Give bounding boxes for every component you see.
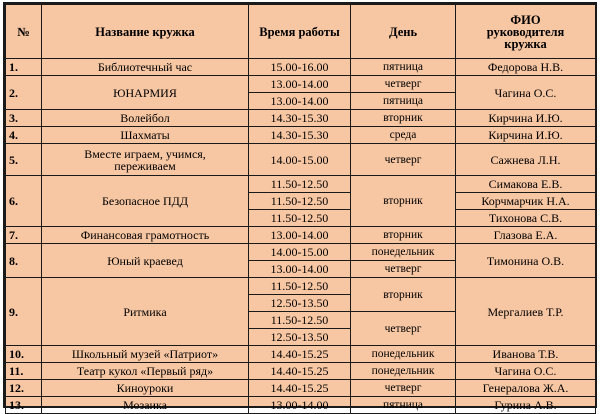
day: четверг [351, 380, 456, 397]
leader: Тихонова С.В. [456, 210, 596, 227]
work-time: 11.50-12.50 [249, 278, 351, 295]
day: понедельник [351, 346, 456, 363]
club-name: Киноуроки [42, 380, 249, 397]
work-time: 13.00-14.00 [249, 397, 351, 414]
leader: Симакова Е.В. [456, 176, 596, 193]
work-time: 14.40-15.25 [249, 380, 351, 397]
day: пятница [351, 397, 456, 414]
day: среда [351, 127, 456, 144]
club-name [42, 144, 249, 176]
row-number: 7. [6, 227, 42, 244]
work-time: 13.00-14.00 [249, 76, 351, 93]
day: вторник [351, 227, 456, 244]
club-name: ЮНАРМИЯ [42, 76, 249, 110]
header-leader-line-1: ФИО [510, 12, 541, 27]
club-name: Библиотечный час [42, 59, 249, 76]
leader: Генералова Ж.А. [456, 380, 596, 397]
row-number: 9. [6, 278, 42, 346]
row-number: 3. [6, 110, 42, 127]
leader: Федорова Н.В. [456, 59, 596, 76]
table-row [6, 76, 596, 93]
schedule-frame [3, 2, 597, 412]
leader: Иванова Т.В. [456, 346, 596, 363]
work-time: 14.30-15.30 [249, 110, 351, 127]
club-name: Школьный музей «Патриот» [42, 346, 249, 363]
work-time: 14.00-15.00 [249, 244, 351, 261]
row-number: 2. [6, 76, 42, 110]
work-time: 11.50-12.50 [249, 210, 351, 227]
table-row [6, 144, 596, 176]
table-row [6, 278, 596, 295]
day: пятница [351, 59, 456, 76]
day: вторник [351, 176, 456, 227]
row-number: 4. [6, 127, 42, 144]
work-time: 11.50-12.50 [249, 176, 351, 193]
row-number: 12. [6, 380, 42, 397]
day: пятница [351, 93, 456, 110]
clubs-schedule-table [5, 4, 596, 414]
club-name: Шахматы [42, 127, 249, 144]
table-row [6, 127, 596, 144]
table-row [6, 244, 596, 261]
leader: Глазова Е.А. [456, 227, 596, 244]
leader: Мергалиев Т.Р. [456, 278, 596, 346]
table-row [6, 59, 596, 76]
work-time: 11.50-12.50 [249, 312, 351, 329]
header-day: День [351, 5, 456, 59]
table-row [6, 346, 596, 363]
leader: Чагина О.С. [456, 76, 596, 110]
table-row [6, 176, 596, 193]
row-number: 8. [6, 244, 42, 278]
work-time: 14.40-15.25 [249, 346, 351, 363]
header-work-time: Время работы [249, 5, 351, 59]
day: вторник [351, 278, 456, 312]
club-name-line-1: Вместе играем, учимся, [84, 146, 206, 161]
club-name: Безопасное ПДД [42, 176, 249, 227]
leader: Гурина А.В. [456, 397, 596, 414]
table-row [6, 227, 596, 244]
work-time: 15.00-16.00 [249, 59, 351, 76]
leader: Кирчина И.Ю. [456, 127, 596, 144]
header-row [6, 5, 596, 59]
club-name: Мозаика [42, 397, 249, 414]
day: четверг [351, 261, 456, 278]
leader: Кирчина И.Ю. [456, 110, 596, 127]
day: четверг [351, 144, 456, 176]
leader: Корчмарчик Н.А. [456, 193, 596, 210]
header-leader [456, 5, 596, 59]
work-time: 13.00-14.00 [249, 261, 351, 278]
table-row [6, 363, 596, 380]
work-time: 14.00-15.00 [249, 144, 351, 176]
day: четверг [351, 312, 456, 346]
row-number: 10. [6, 346, 42, 363]
table-row [6, 380, 596, 397]
club-name: Финансовая грамотность [42, 227, 249, 244]
row-number: 6. [6, 176, 42, 227]
work-time: 13.00-14.00 [249, 227, 351, 244]
day: понедельник [351, 244, 456, 261]
leader: Чагина О.С. [456, 363, 596, 380]
club-name: Театр кукол «Первый ряд» [42, 363, 249, 380]
club-name: Волейбол [42, 110, 249, 127]
leader: Сажнева Л.Н. [456, 144, 596, 176]
day: понедельник [351, 363, 456, 380]
work-time: 13.00-14.00 [249, 93, 351, 110]
row-number: 1. [6, 59, 42, 76]
day: вторник [351, 110, 456, 127]
work-time: 11.50-12.50 [249, 193, 351, 210]
work-time: 12.50-13.50 [249, 295, 351, 312]
header-leader-line-3: кружка [504, 36, 547, 51]
club-name-line-2: переживаем [114, 158, 176, 173]
leader: Тимонина О.В. [456, 244, 596, 278]
header-num: № [6, 5, 42, 59]
club-name: Ритмика [42, 278, 249, 346]
club-name: Юный краевед [42, 244, 249, 278]
row-number: 5. [6, 144, 42, 176]
table-row [6, 110, 596, 127]
day: четверг [351, 76, 456, 93]
header-leader-line-2: руководителя [486, 24, 565, 39]
header-club-name: Название кружка [42, 5, 249, 59]
work-time: 12.50-13.50 [249, 329, 351, 346]
work-time: 14.30-15.30 [249, 127, 351, 144]
work-time: 14.40-15.25 [249, 363, 351, 380]
row-number: 13. [6, 397, 42, 414]
row-number: 11. [6, 363, 42, 380]
